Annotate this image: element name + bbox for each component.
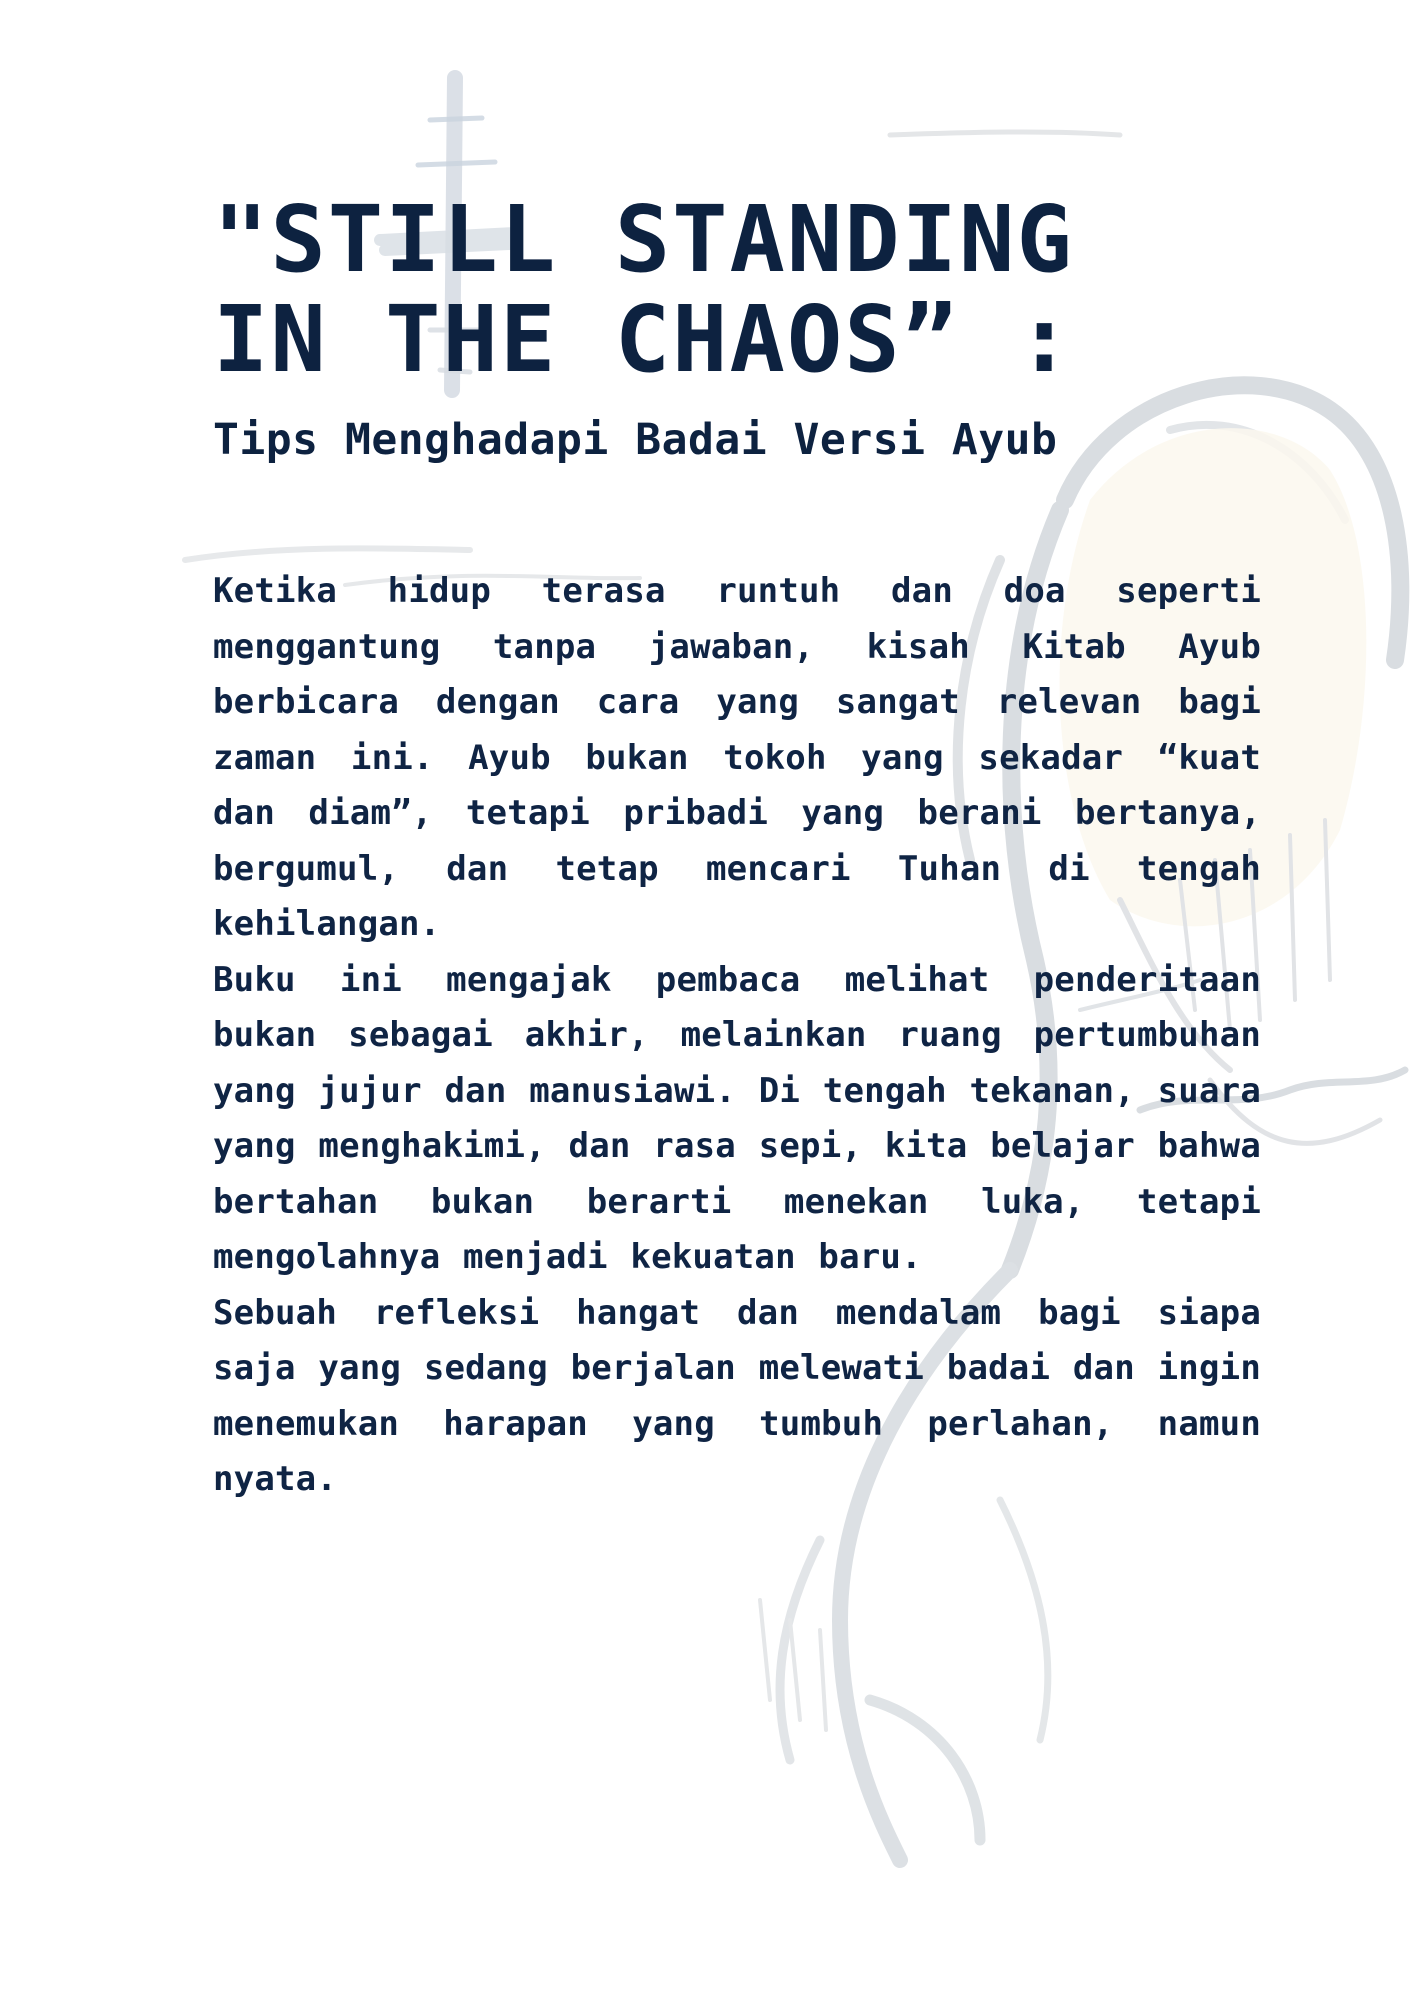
page-title bbox=[213, 186, 1261, 393]
title-line-2: IN THE CHAOS” : bbox=[213, 286, 1074, 393]
paragraph-3: Sebuah refleksi hangat dan mendalam bagi siapa saja yang sedang berjalan melewati badai dan ingin menemukan harapan yang tumbuh perlahan, namun nyata. bbox=[213, 1292, 1261, 1499]
title-line-1: "STILL STANDING bbox=[213, 186, 1074, 293]
paragraph-2: Buku ini mengajak pembaca melihat penderitaan bukan sebagai akhir, melainkan ruang pertumbuhan yang jujur dan manusiawi. Di tengah tekanan, suara yang menghakimi, dan rasa sepi, kita belajar bahwa bertahan bukan berarti menekan luka, tetapi mengolahnya menjadi kekuatan baru. bbox=[213, 959, 1261, 1277]
paragraph-1: Ketika hidup terasa runtuh dan doa seperti menggantung tanpa jawaban, kisah Kitab Ayub berbicara dengan cara yang sangat relevan bagi zaman ini. Ayub bukan tokoh yang sekadar “kuat dan diam”, tetapi pribadi yang berani bertanya, bergumul, dan tetap mencari Tuhan di tengah kehilangan. bbox=[213, 571, 1261, 944]
content-area bbox=[213, 186, 1261, 1508]
body-text bbox=[213, 564, 1261, 1508]
page-subtitle: Tips Menghadapi Badai Versi Ayub bbox=[213, 415, 1058, 465]
